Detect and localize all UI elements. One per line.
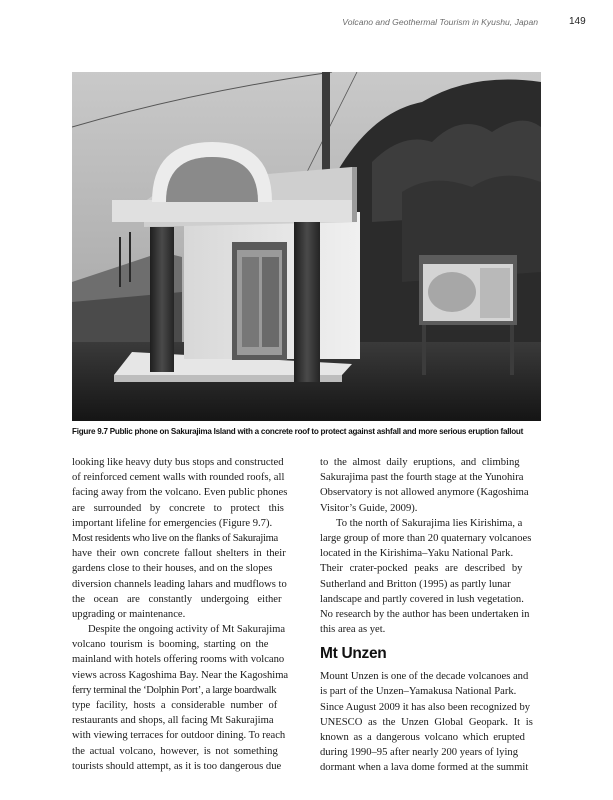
text-line: large group of more than 20 quaternary volcanoes xyxy=(320,532,532,544)
text-line: views across Kagoshima Bay. Near the Kagoshima xyxy=(72,669,289,681)
text-line: this area as yet. xyxy=(320,624,386,636)
text-line: Despite the ongoing activity of Mt Sakurajima xyxy=(88,624,286,636)
text-line: located in the Kirishima–Yaku National Park. xyxy=(320,548,514,560)
text-line: ferry terminal the ‘Dolphin Port’, a large boardwalk xyxy=(72,684,277,696)
text-line: are surrounded by concrete to protect this xyxy=(72,502,284,514)
text-line: To the north of Sakurajima lies Kirishima, a xyxy=(336,517,523,529)
section-heading: Mt Unzen xyxy=(320,645,387,663)
text-line: is part of the Unzen–Yamakusa National Park. xyxy=(320,686,517,698)
text-line: upgrading or maintenance. xyxy=(72,608,186,620)
right-column xyxy=(320,455,543,776)
figure-caption: Figure 9.7 Public phone on Sakurajima Island with a concrete roof to protect against ashfall and more serious eruption fallout xyxy=(72,427,524,436)
page-number: 149 xyxy=(569,16,586,27)
text-line: Their crater-pocked peaks are described by xyxy=(320,563,523,575)
shelter-pillar-left xyxy=(150,227,174,372)
text-line: facing away from the volcano. Even public phones xyxy=(72,487,288,499)
figure-photo xyxy=(72,72,541,421)
text-line: Since August 2009 it has also been recognized by xyxy=(320,701,531,713)
shelter-pillar-right xyxy=(294,222,320,382)
text-line: Mount Unzen is one of the decade volcanoes and xyxy=(320,671,529,683)
text-line: Most residents who live on the flanks of Sakurajima xyxy=(72,532,278,544)
text-line: dormant when a lava dome formed at the summit xyxy=(320,762,529,774)
text-line: Visitor’s Guide, 2009). xyxy=(320,502,418,514)
text-line: UNESCO as the Unzen Global Geopark. It is xyxy=(320,716,533,728)
text-line: restaurants and shops, all facing Mt Sakurajima xyxy=(72,715,274,727)
utility-pole xyxy=(322,72,330,182)
text-line: during 1990–95 after nearly 200 years of lying xyxy=(320,747,518,759)
text-line: No research by the author has been undertaken in xyxy=(320,608,530,620)
text-line: diversion channels leading lahars and mudflows to xyxy=(72,578,287,590)
running-head-title: Volcano and Geothermal Tourism in Kyushu, Japan xyxy=(342,17,538,27)
text-line: Sutherland and Britton (1995) as partly lunar xyxy=(320,578,511,590)
text-line: gardens close to their houses, and on the slopes xyxy=(72,563,273,575)
text-line: to the almost daily eruptions, and climbing xyxy=(320,457,520,468)
text-line: Observatory is not allowed anymore (Kagoshima xyxy=(320,487,529,499)
shelter-roof xyxy=(112,200,352,222)
text-line: type facility, hosts a considerable number of xyxy=(72,700,278,711)
left-column xyxy=(72,455,295,774)
text-line: tourists should attempt, as it is too dangerous due xyxy=(72,760,282,772)
text-line: the ocean are constantly undergoing either xyxy=(72,593,282,605)
text-line: known as a dangerous volcano which erupted xyxy=(320,732,525,743)
text-line: landscape and partly covered in lush vegetation. xyxy=(320,593,524,605)
text-line: looking like heavy duty bus stops and constructed xyxy=(72,457,284,468)
text-line: volcano tourism is booming, starting on the xyxy=(72,639,269,651)
text-line: Sakurajima past the fourth stage at the Yunohira xyxy=(320,472,524,484)
text-line: mainland with hotels offering rooms with volcano xyxy=(72,654,285,666)
text-line: with viewing terraces for outdoor dining. To reach xyxy=(72,730,286,742)
text-line: important lifeline for emergencies (Figure 9.7). xyxy=(72,517,273,529)
text-line: of reinforced cement walls with rounded roofs, all xyxy=(72,472,285,484)
text-line: the actual volcano, however, is not something xyxy=(72,745,278,757)
text-line: have their own concrete fallout shelters in their xyxy=(72,548,286,560)
